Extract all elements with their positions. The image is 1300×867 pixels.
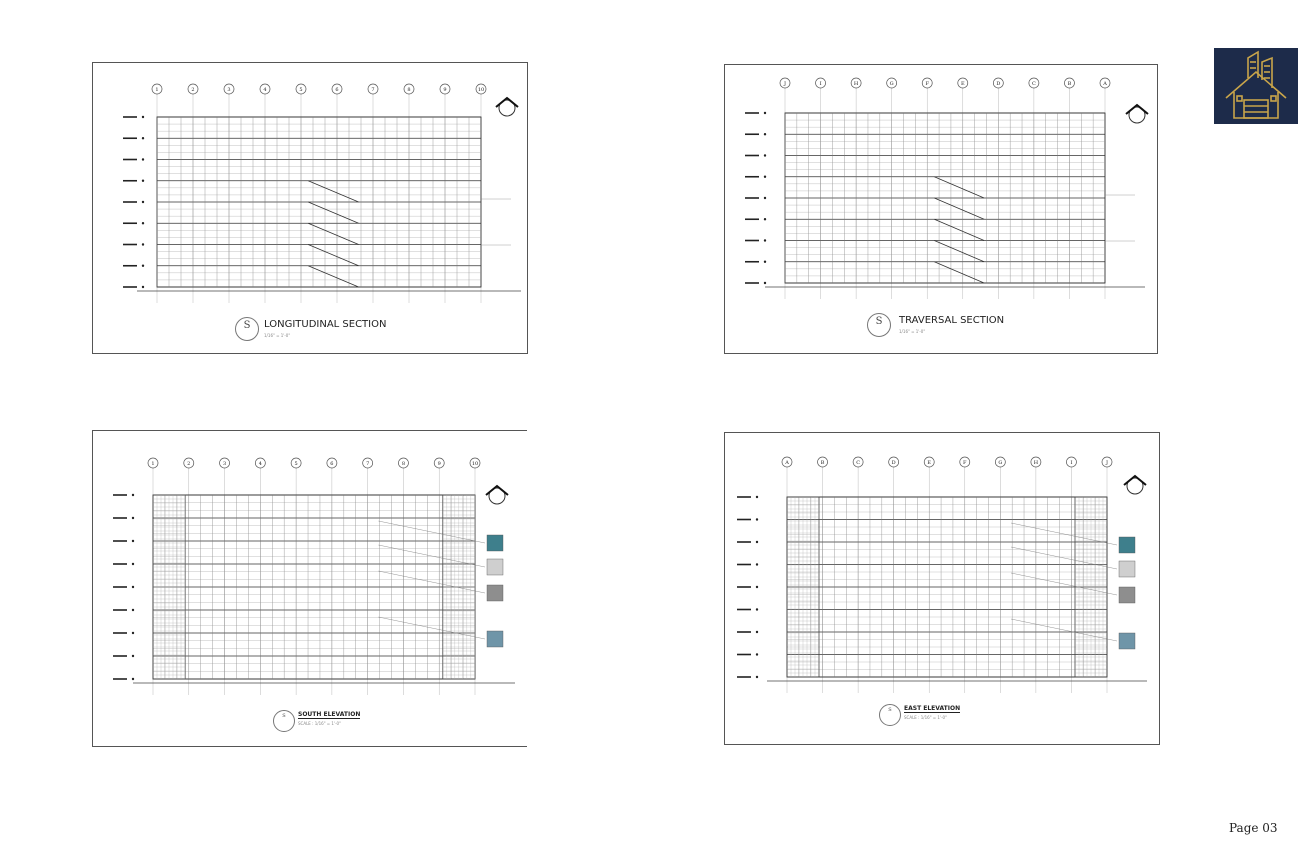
leader-line: [1011, 619, 1117, 641]
level-dot: [756, 518, 758, 520]
material-swatch: [487, 535, 503, 551]
level-dot: [764, 197, 766, 199]
page-number: Page 03: [1229, 821, 1278, 835]
grid-label: J: [783, 81, 787, 87]
grid-label: D: [996, 81, 1001, 87]
grid-label: J: [1105, 460, 1109, 466]
grid-label: E: [960, 81, 965, 87]
level-dot: [132, 563, 134, 565]
level-dot: [764, 261, 766, 263]
section-tag-bubble: [867, 313, 891, 337]
grid-label: 8: [401, 461, 406, 467]
level-dot: [764, 133, 766, 135]
level-dot: [142, 137, 144, 139]
grid-label: H: [853, 81, 859, 87]
drawing-title: EAST ELEVATION: [904, 705, 961, 712]
grid-label: 1: [155, 87, 159, 93]
drawing-scale: 1/16" = 1'-0": [899, 329, 926, 334]
material-swatch: [1119, 587, 1135, 603]
grid-label: C: [856, 460, 861, 466]
stair-flight: [934, 198, 984, 219]
grid-label: F: [963, 460, 967, 466]
stair-flight: [308, 181, 358, 202]
level-dot: [132, 609, 134, 611]
drawing-title: SOUTH ELEVATION: [298, 711, 361, 718]
stair-flight: [934, 262, 984, 283]
stair-flight: [934, 219, 984, 240]
level-dot: [764, 282, 766, 284]
grid-label: C: [1031, 81, 1036, 87]
stair-flight: [308, 266, 358, 287]
level-dot: [142, 158, 144, 160]
sheet-east-elevation: [724, 432, 1160, 745]
drawing-title: TRAVERSAL SECTION: [899, 315, 1005, 326]
level-dot: [764, 176, 766, 178]
level-dot: [142, 116, 144, 118]
grid-label: A: [785, 460, 789, 466]
grid-label: 7: [371, 87, 375, 93]
grid-label: 6: [330, 461, 334, 467]
level-dot: [756, 631, 758, 633]
sheet-south-elevation: [92, 430, 527, 747]
level-dot: [132, 517, 134, 519]
level-dot: [756, 586, 758, 588]
stair-flight: [308, 223, 358, 244]
level-dot: [142, 265, 144, 267]
grid-label: G: [998, 460, 1003, 466]
grid-label: B: [1067, 81, 1072, 87]
grid-label: G: [889, 81, 894, 87]
level-dot: [756, 608, 758, 610]
drawing-title: LONGITUDINAL SECTION: [264, 319, 387, 330]
grid-label: 4: [258, 461, 262, 467]
elevation-tag: S: [888, 707, 892, 713]
south-elevation-drawing: [93, 431, 527, 746]
grid-label: I: [819, 81, 822, 87]
level-dot: [132, 586, 134, 588]
level-dot: [132, 655, 134, 657]
sheet-longitudinal-section: [92, 62, 528, 354]
level-dot: [756, 563, 758, 565]
grid-label: 4: [263, 87, 267, 93]
grid-label: 1: [151, 461, 155, 467]
material-swatch: [1119, 633, 1135, 649]
grid-label: 9: [443, 87, 447, 93]
leader-line: [378, 521, 485, 543]
stair-flight: [308, 245, 358, 266]
level-dot: [142, 201, 144, 203]
level-dot: [132, 494, 134, 496]
leader-line: [378, 617, 485, 639]
leader-line: [1011, 547, 1117, 569]
material-swatch: [487, 585, 503, 601]
stair-flight: [934, 241, 984, 262]
level-dot: [132, 632, 134, 634]
grid-label: 10: [471, 461, 479, 467]
section-tag: S: [243, 320, 251, 331]
stair-flight: [934, 177, 984, 198]
level-dot: [764, 154, 766, 156]
drawing-scale: SCALE : 1/16" = 1'-0": [298, 721, 341, 726]
grid-label: 5: [299, 87, 303, 93]
level-dot: [764, 239, 766, 241]
elevation-tag-bubble: [879, 704, 901, 726]
level-dot: [132, 540, 134, 542]
level-dot: [142, 180, 144, 182]
grid-label: H: [1033, 460, 1039, 466]
material-swatch: [487, 631, 503, 647]
leader-line: [1011, 573, 1117, 595]
material-swatch: [487, 559, 503, 575]
grid-label: 6: [335, 87, 339, 93]
house-building-logo-icon: [1214, 48, 1298, 124]
level-dot: [756, 541, 758, 543]
level-dot: [764, 112, 766, 114]
grid-label: A: [1103, 81, 1107, 87]
elevation-tag-bubble: [273, 710, 295, 732]
level-dot: [142, 286, 144, 288]
grid-label: D: [891, 460, 896, 466]
stair-flight: [308, 202, 358, 223]
grid-label: 3: [222, 461, 227, 467]
level-dot: [756, 496, 758, 498]
grid-label: E: [927, 460, 932, 466]
sheet-traversal-section: [724, 64, 1158, 354]
material-swatch: [1119, 537, 1135, 553]
east-elevation-drawing: [725, 433, 1159, 744]
level-dot: [132, 678, 134, 680]
grid-label: 2: [191, 87, 195, 93]
level-dot: [756, 676, 758, 678]
elevation-tag: S: [282, 713, 286, 719]
grid-label: 7: [366, 461, 370, 467]
grid-label: F: [925, 81, 929, 87]
level-dot: [756, 653, 758, 655]
grid-label: 5: [294, 461, 298, 467]
level-dot: [142, 243, 144, 245]
grid-label: 2: [187, 461, 191, 467]
grid-label: 8: [407, 87, 411, 93]
drawing-scale: SCALE : 1/16" = 1'-0": [904, 715, 947, 720]
level-dot: [764, 218, 766, 220]
material-swatch: [1119, 561, 1135, 577]
grid-label: B: [820, 460, 825, 466]
grid-label: I: [1070, 460, 1073, 466]
traversal-section-drawing: [725, 65, 1157, 353]
drawing-scale: 1/16" = 1'-0": [264, 333, 291, 338]
level-dot: [142, 222, 144, 224]
grid-label: 3: [227, 87, 231, 93]
section-tag-bubble: [235, 317, 259, 341]
longitudinal-section-drawing: [93, 63, 527, 353]
grid-label: 10: [477, 87, 485, 93]
leader-line: [378, 571, 485, 593]
section-tag: S: [875, 316, 883, 327]
grid-label: 9: [437, 461, 441, 467]
